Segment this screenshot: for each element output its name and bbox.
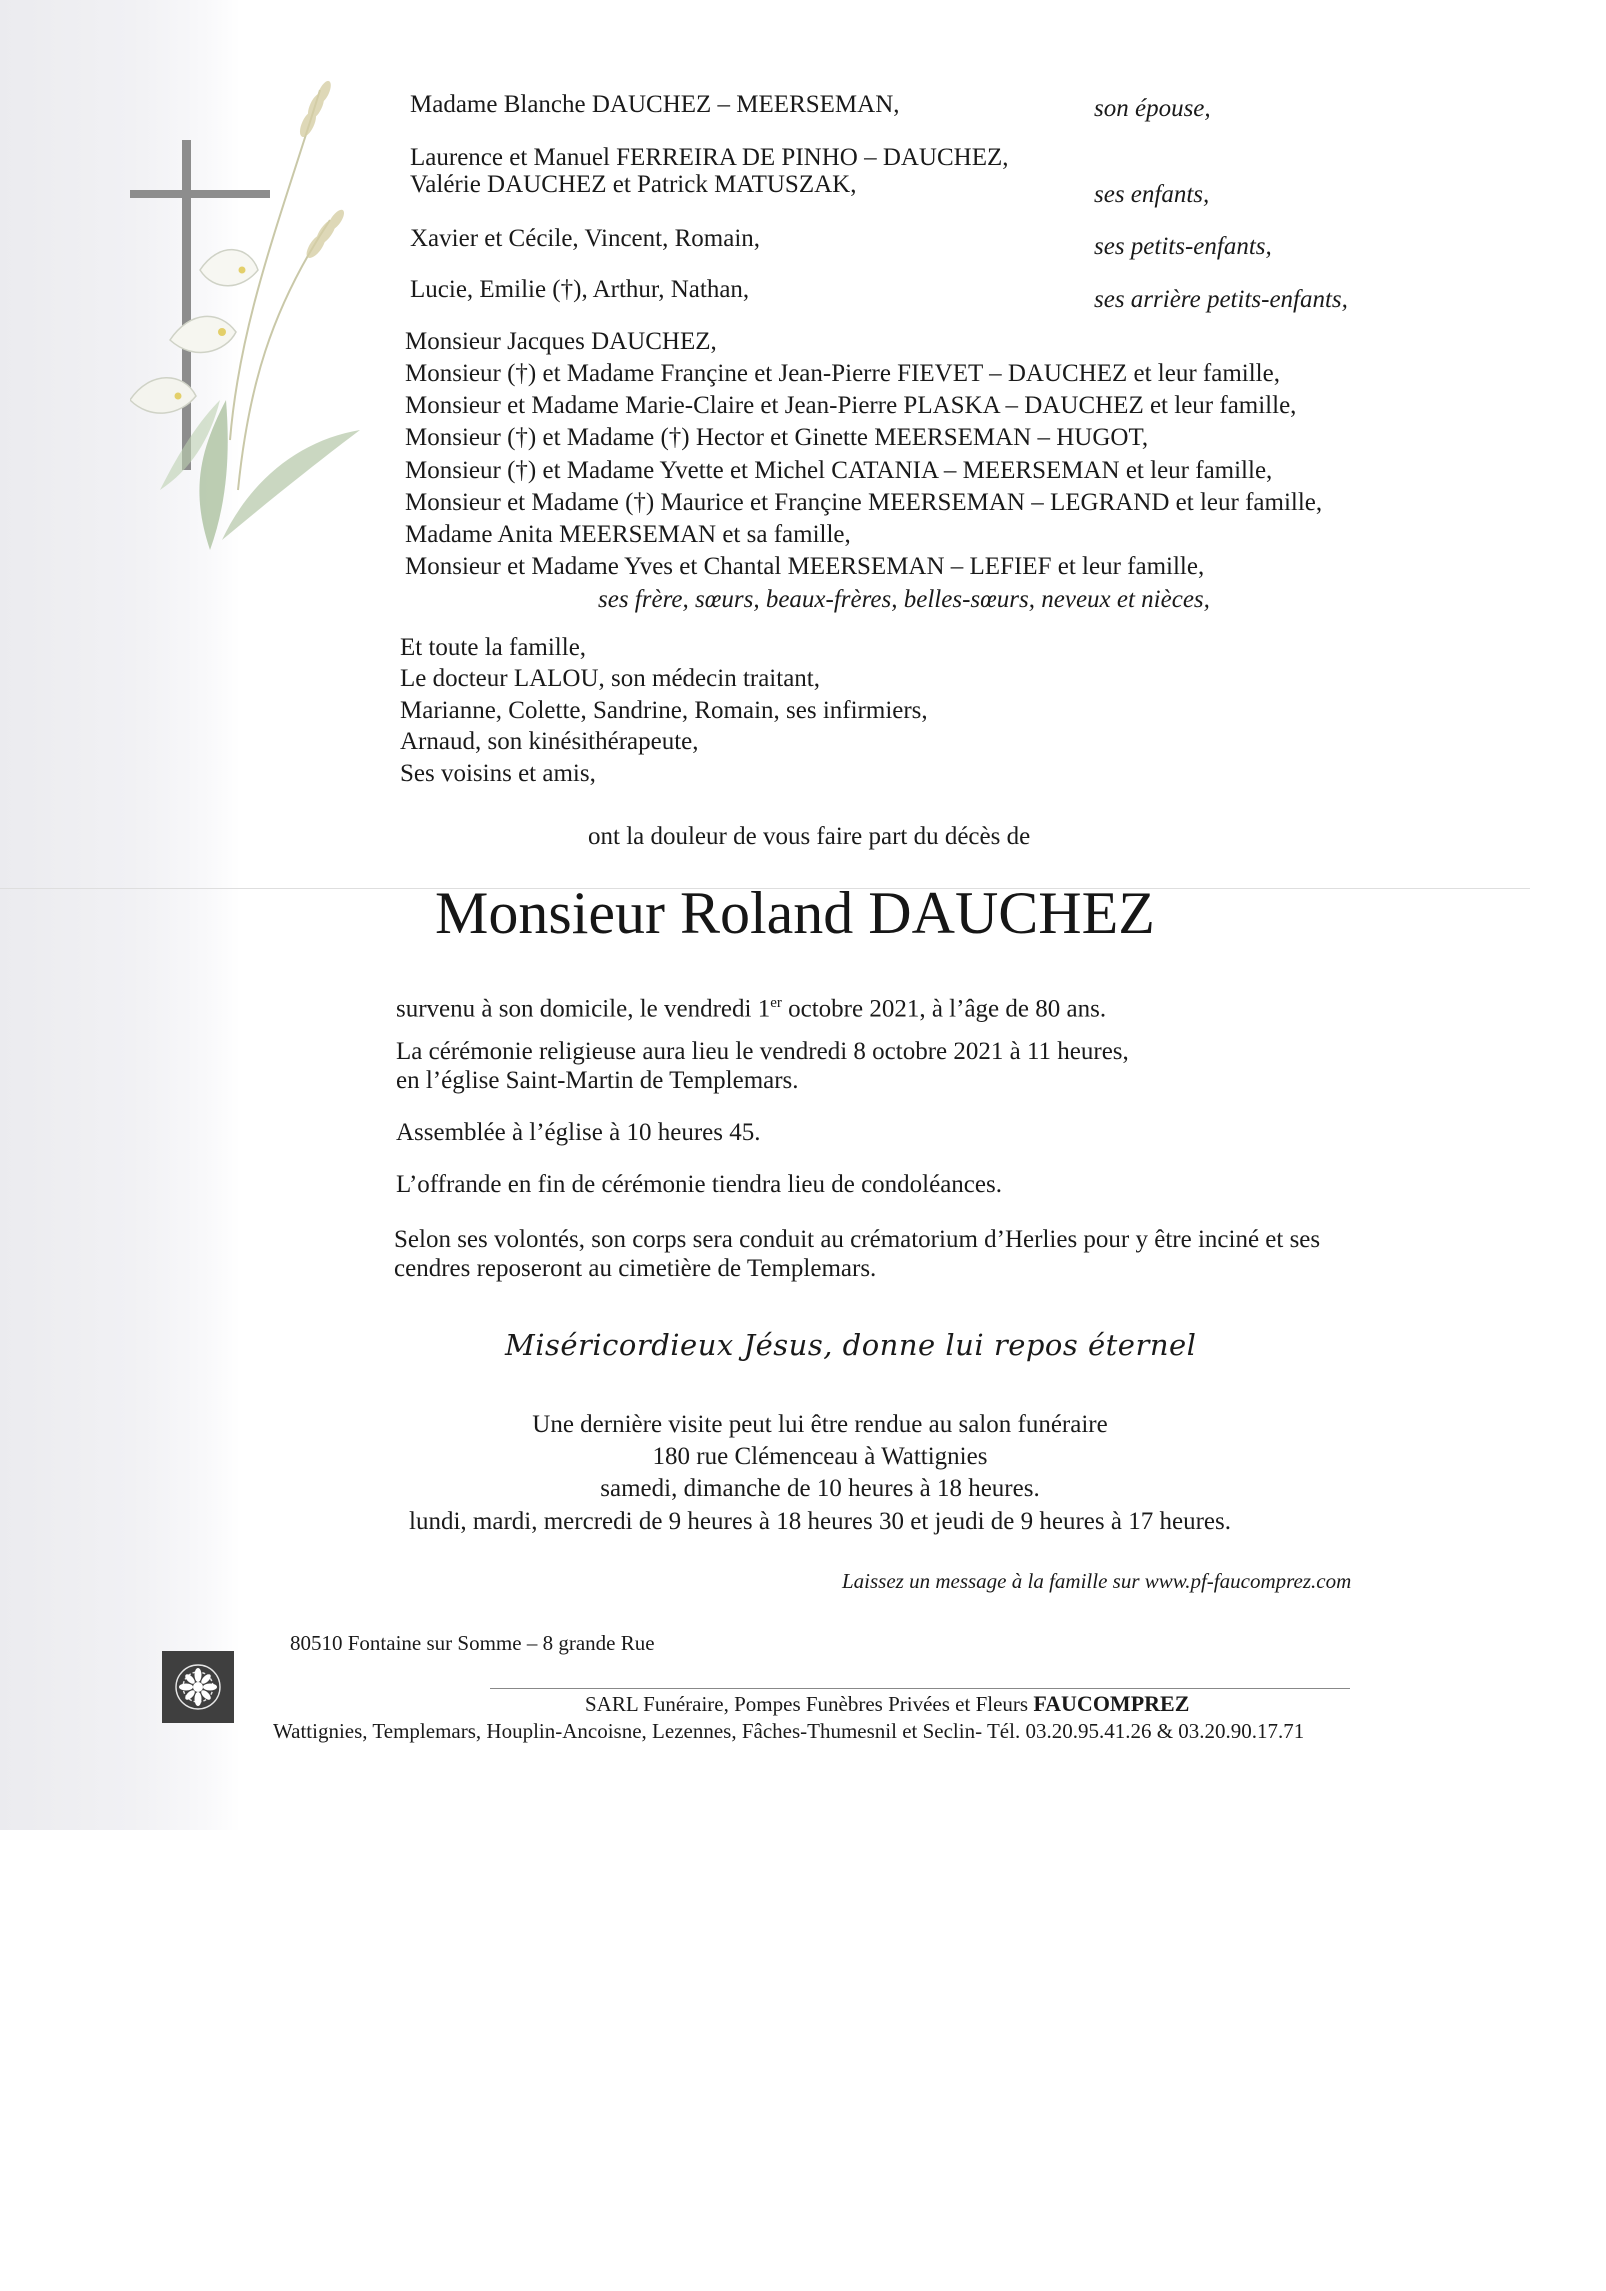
death-text: survenu à son domicile, le vendredi 1 bbox=[396, 995, 771, 1023]
family-role: ses arrière petits-enfants, bbox=[1094, 286, 1348, 313]
family-role: son épouse, bbox=[1094, 95, 1211, 122]
deceased-name: Monsieur Roland DAUCHEZ bbox=[435, 880, 1155, 946]
wishes-line: cendres reposeront au cimetière de Templemars. bbox=[394, 1255, 877, 1282]
visit-line: lundi, mardi, mercredi de 9 heures à 18 heures 30 et jeudi de 9 heures à 17 heures. bbox=[409, 1508, 1231, 1535]
death-line bbox=[396, 988, 1106, 1024]
death-text-end: octobre 2021, à l’âge de 80 ans. bbox=[781, 995, 1107, 1023]
ceremony-line: La cérémonie religieuse aura lieu le vendredi 8 octobre 2021 à 11 heures, bbox=[396, 1038, 1129, 1065]
other-line: Marianne, Colette, Sandrine, Romain, ses infirmiers, bbox=[400, 697, 928, 724]
relative-line: Monsieur et Madame (†) Maurice et Françine MEERSEMAN – LEGRAND et leur famille, bbox=[405, 489, 1323, 516]
ceremony-line: en l’église Saint-Martin de Templemars. bbox=[396, 1067, 799, 1094]
other-line: Et toute la famille, bbox=[400, 634, 587, 661]
offering-line: L’offrande en fin de cérémonie tiendra lieu de condoléances. bbox=[396, 1171, 1002, 1198]
relatives-role: ses frère, sœurs, beaux-frères, belles-sœurs, neveux et nièces, bbox=[598, 586, 1210, 613]
relative-line: Monsieur (†) et Madame (†) Hector et Ginette MEERSEMAN – HUGOT, bbox=[405, 424, 1149, 451]
relative-line: Madame Anita MEERSEMAN et sa famille, bbox=[405, 521, 851, 548]
announcement-intro: ont la douleur de vous faire part du décès de bbox=[588, 823, 1031, 850]
family-role: ses petits-enfants, bbox=[1094, 233, 1272, 260]
family-role: ses enfants, bbox=[1094, 181, 1210, 208]
death-sup: er bbox=[770, 995, 782, 1011]
relative-line: Monsieur et Madame Yves et Chantal MEERSEMAN – LEFIEF et leur famille, bbox=[405, 553, 1205, 580]
company-name: FAUCOMPREZ bbox=[1033, 1691, 1190, 1716]
family-line: Xavier et Cécile, Vincent, Romain, bbox=[410, 225, 761, 252]
relative-line: Monsieur et Madame Marie-Claire et Jean-Pierre PLASKA – DAUCHEZ et leur famille, bbox=[405, 392, 1297, 419]
relative-line: Monsieur (†) et Madame Françine et Jean-Pierre FIEVET – DAUCHEZ et leur famille, bbox=[405, 360, 1280, 387]
family-line: Laurence et Manuel FERREIRA DE PINHO – DAUCHEZ, bbox=[410, 144, 1009, 171]
visit-line: 180 rue Clémenceau à Wattignies bbox=[652, 1443, 988, 1470]
other-line: Le docteur LALOU, son médecin traitant, bbox=[400, 665, 820, 692]
cross-lily-wheat-icon bbox=[130, 70, 390, 590]
visit-line: Une dernière visite peut lui être rendue au salon funéraire bbox=[532, 1411, 1108, 1438]
other-line: Arnaud, son kinésithérapeute, bbox=[400, 728, 699, 755]
wishes-line: Selon ses volontés, son corps sera conduit au crématorium d’Herlies pour y être inciné et ses bbox=[394, 1226, 1321, 1253]
visit-line: samedi, dimanche de 10 heures à 18 heures. bbox=[600, 1475, 1040, 1502]
family-line: Madame Blanche DAUCHEZ – MEERSEMAN, bbox=[410, 91, 900, 118]
footer-address: 80510 Fontaine sur Somme – 8 grande Rue bbox=[290, 1631, 655, 1655]
relative-line: Monsieur (†) et Madame Yvette et Michel CATANIA – MEERSEMAN et leur famille, bbox=[405, 457, 1273, 484]
family-line: Lucie, Emilie (†), Arthur, Nathan, bbox=[410, 276, 750, 303]
company-prefix: SARL Funéraire, Pompes Funèbres Privées et Fleurs bbox=[585, 1692, 1034, 1716]
website-message: Laissez un message à la famille sur www.pf-faucomprez.com bbox=[842, 1569, 1352, 1593]
footer-locations: Wattignies, Templemars, Houplin-Ancoisne, Lezennes, Fâches-Thumesnil et Seclin- Tél. 03.20.95.41.26 & 03.20.90.17.71 bbox=[273, 1719, 1305, 1743]
assembly-line: Assemblée à l’église à 10 heures 45. bbox=[396, 1119, 761, 1146]
footer-company bbox=[585, 1691, 1189, 1717]
footer-rule bbox=[490, 1688, 1350, 1689]
other-line: Ses voisins et amis, bbox=[400, 760, 596, 787]
prayer: Miséricordieux Jésus, donne lui repos éternel bbox=[505, 1328, 1197, 1362]
relative-line: Monsieur Jacques DAUCHEZ, bbox=[405, 328, 717, 355]
family-line: Valérie DAUCHEZ et Patrick MATUSZAK, bbox=[410, 171, 857, 198]
rosette-logo-icon bbox=[162, 1651, 234, 1723]
